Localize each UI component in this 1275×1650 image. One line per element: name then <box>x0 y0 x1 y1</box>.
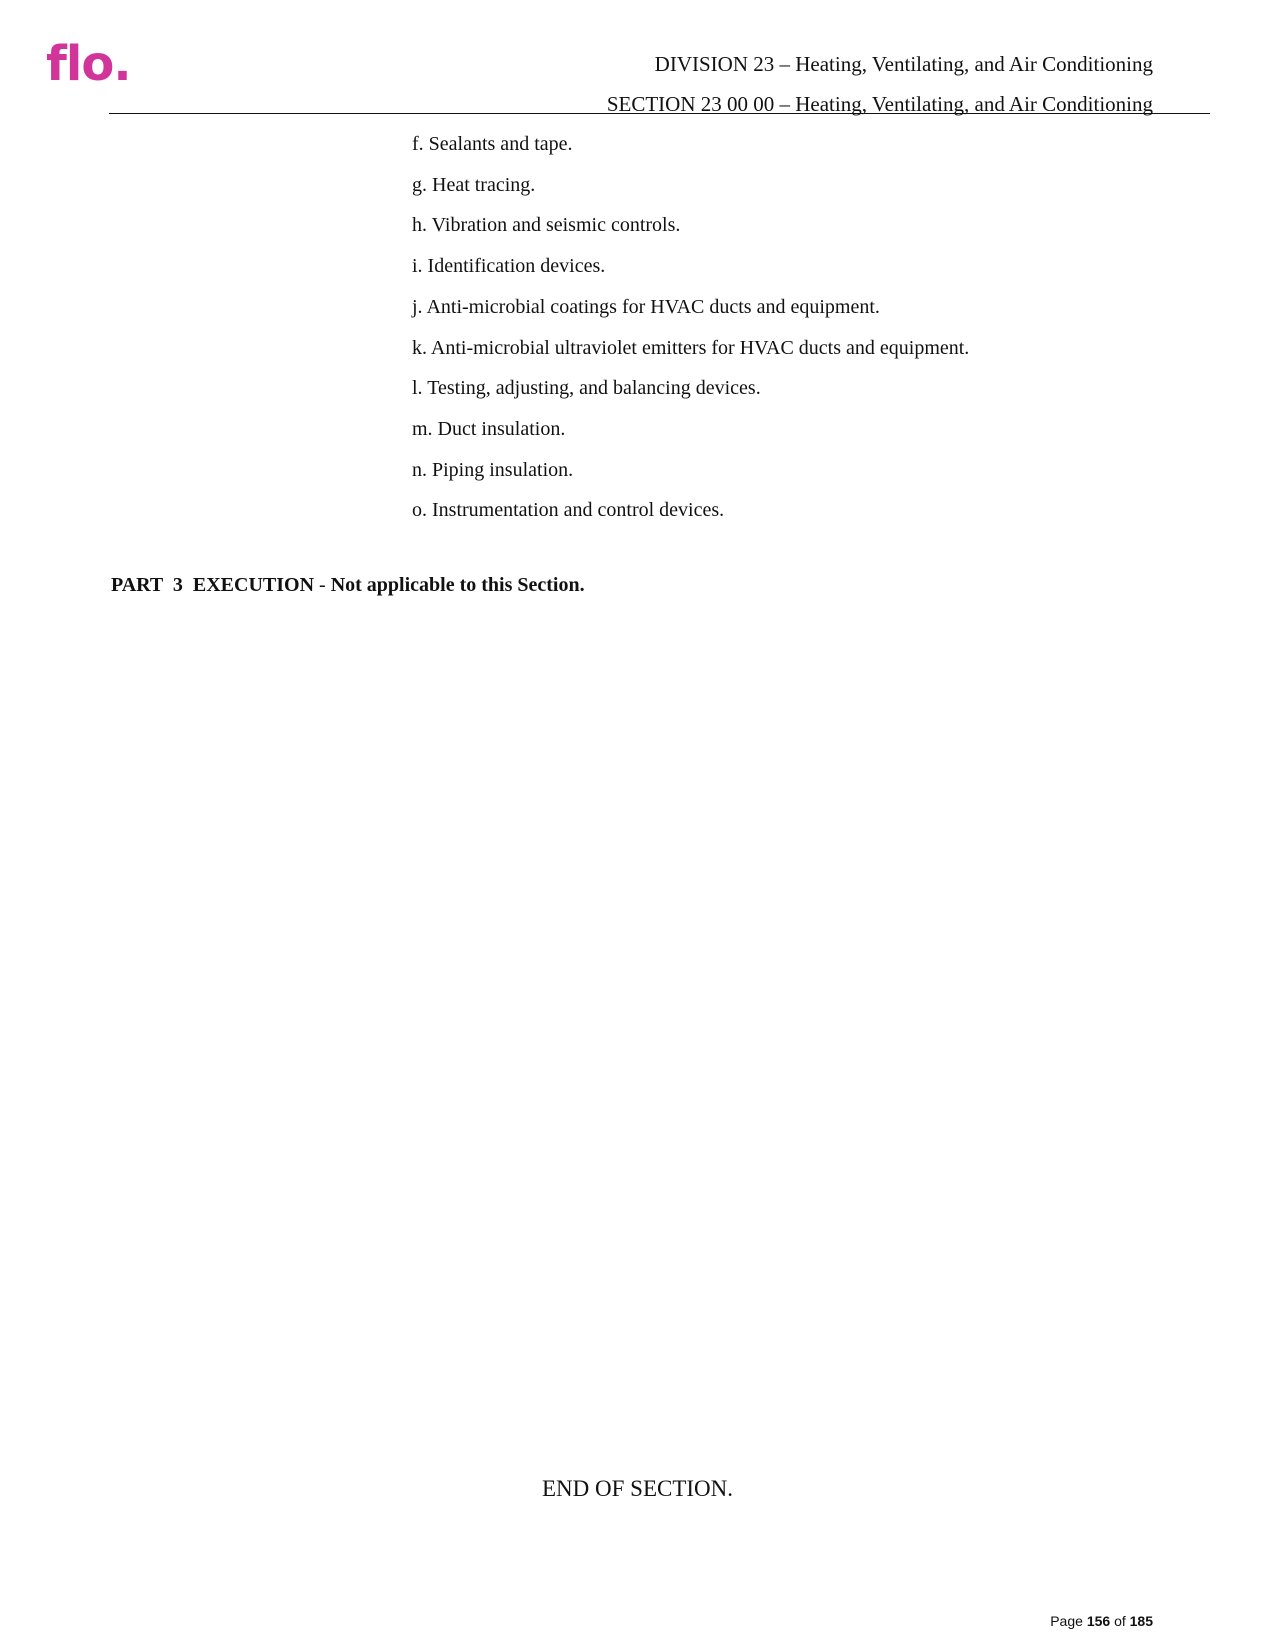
page-header <box>607 44 1153 124</box>
end-of-section: END OF SECTION. <box>541 1476 734 1501</box>
item-list <box>412 124 969 531</box>
page-number <box>1050 1612 1153 1630</box>
list-item: k. Anti-microbial ultraviolet emitters for HVAC ducts and equipment. <box>412 336 970 359</box>
list-item: j. Anti-microbial coatings for HVAC ducts and equipment. <box>412 295 880 318</box>
list-item: l. Testing, adjusting, and balancing devices. <box>412 377 761 400</box>
section-title: SECTION 23 00 00 – Heating, Ventilating, and Air Conditioning <box>606 92 1153 116</box>
part-3-separator: - <box>314 574 331 596</box>
list-item: f. Sealants and tape. <box>412 133 573 155</box>
total-pages: 185 <box>1129 1613 1153 1629</box>
of-word: of <box>1114 1613 1126 1629</box>
part-3-label: PART 3 EXECUTION <box>111 574 315 596</box>
list-item: g. Heat tracing. <box>412 173 536 196</box>
list-item: h. Vibration and seismic controls. <box>412 214 681 237</box>
part-3-heading <box>111 572 585 598</box>
list-item: o. Instrumentation and control devices. <box>412 499 725 522</box>
division-title: DIVISION 23 – Heating, Ventilating, and Air Conditioning <box>654 52 1153 76</box>
list-item: m. Duct insulation. <box>412 417 566 440</box>
part-3-note: Not applicable to this Section. <box>330 574 585 596</box>
page-word: Page <box>1050 1613 1083 1629</box>
flo-logo: flo. <box>46 36 131 92</box>
list-item: i. Identification devices. <box>412 255 606 278</box>
header-divider <box>109 113 1210 114</box>
list-item: n. Piping insulation. <box>412 458 574 481</box>
current-page: 156 <box>1086 1613 1111 1629</box>
